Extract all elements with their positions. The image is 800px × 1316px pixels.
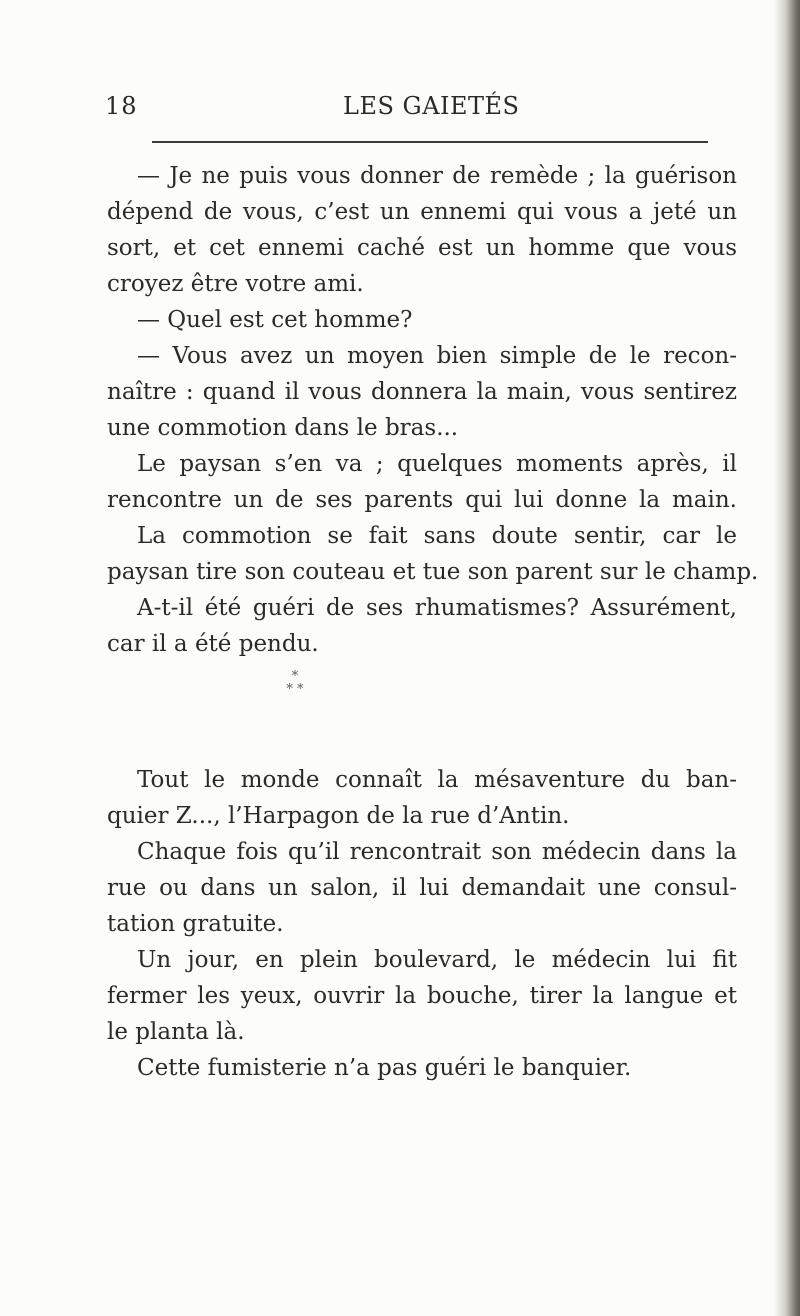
text-line: rue ou dans un salon, il lui demandait une consul- [107,875,737,901]
text-line: une commotion dans le bras... [107,415,459,441]
text-line: — Je ne puis vous donner de remède ; la guérison [137,163,737,189]
text-line: — Vous avez un moyen bien simple de le recon- [137,343,737,369]
asterism-bottom: * * [286,682,304,697]
text-line: quier Z..., l’Harpagon de la rue d’Antin. [107,803,570,829]
asterism [275,670,315,696]
section-banker-story [107,762,737,1086]
page-number: 18 [105,92,138,120]
text-line: le planta là. [107,1019,245,1045]
text-line: Tout le monde connaît la mésaventure du ban- [137,767,737,793]
text-line: Un jour, en plein boulevard, le médecin lui fit [137,947,737,973]
page-header [105,92,705,132]
text-line: croyez être votre ami. [107,271,364,297]
text-line: tation gratuite. [107,911,284,937]
text-line: sort, et cet ennemi caché est un homme que vous [107,235,737,261]
text-line: rencontre un de ses parents qui lui donne la main. [107,487,737,513]
text-line: Cette fumisterie n’a pas guéri le banquier. [137,1055,632,1081]
running-title: LES GAIETÉS [343,92,520,120]
text-line: La commotion se fait sans doute sentir, car le [137,523,737,549]
text-line: fermer les yeux, ouvrir la bouche, tirer la langue et [107,983,737,1009]
text-line: Chaque fois qu’il rencontrait son médecin dans la [137,839,737,865]
text-line: dépend de vous, c’est un ennemi qui vous a jeté un [107,199,737,225]
text-line: — Quel est cet homme? [137,307,413,333]
page-edge-shadow [774,0,800,1316]
text-line: Le paysan s’en va ; quelques moments après, il [137,451,737,477]
text-line: A-t-il été guéri de ses rhumatismes? Assurément, [137,595,737,621]
text-line: paysan tire son couteau et tue son parent sur le champ. [107,559,759,585]
section-doctor-story [107,158,759,662]
text-line: naître : quand il vous donnera la main, vous sentirez [107,379,737,405]
section-break [107,662,737,762]
header-rule [152,141,708,143]
text-line: car il a été pendu. [107,631,319,657]
body-text [107,158,759,1086]
asterism-top: * [291,669,299,684]
